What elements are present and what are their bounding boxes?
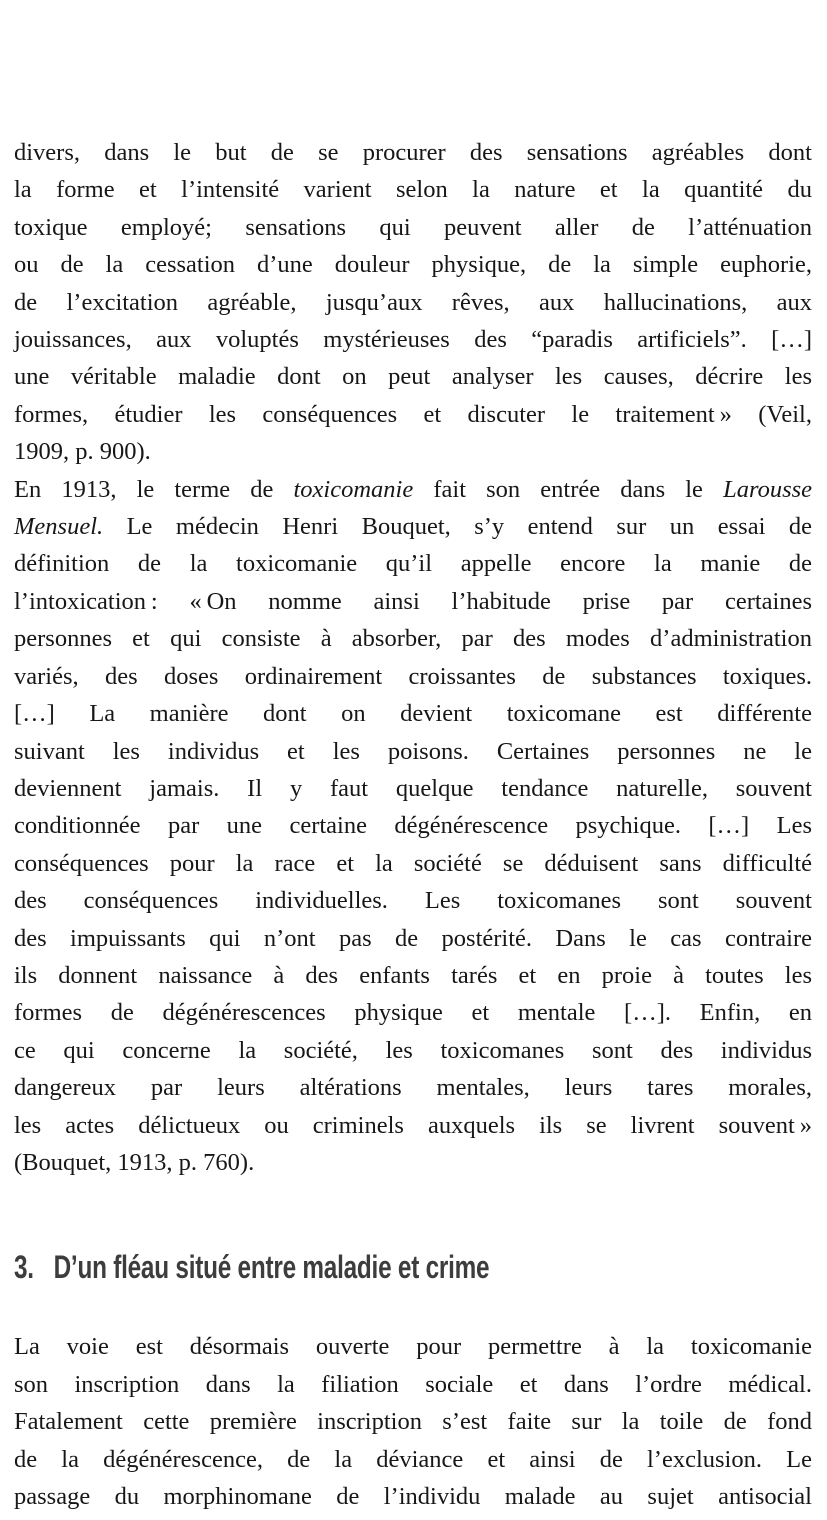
paragraph [14, 1328, 812, 1515]
text-line [14, 920, 812, 957]
text-line [14, 770, 812, 807]
text-segment: définition de la toxicomanie qu’il appelle encore la manie de [14, 550, 812, 578]
text-segment: 1909, p. 900). [14, 438, 151, 466]
text-segment: formes, étudier les conséquences et discuter le traitement » (Veil, [14, 400, 812, 428]
text-line [14, 845, 812, 882]
section-heading [14, 1247, 620, 1287]
text-line [14, 994, 812, 1031]
text-segment: fait son entrée dans le [413, 475, 724, 503]
text-line [14, 246, 812, 283]
text-line [14, 508, 812, 545]
text-line [14, 1403, 812, 1440]
text-line [14, 1366, 812, 1403]
text-segment: ils donnent naissance à des enfants tarés et en proie à toutes les [14, 961, 812, 989]
text-segment: passage du morphinomane de l’individu malade au sujet antisocial [14, 1483, 812, 1510]
text-segment: conséquences pour la race et la société se déduisent sans difficulté [14, 849, 812, 877]
text-line [14, 284, 812, 321]
text-line [14, 1069, 812, 1106]
paragraph [14, 471, 812, 1182]
text-segment: les actes délictueux ou criminels auxquels ils se livrent souvent » [14, 1111, 812, 1139]
text-segment: l’intoxication : « On nomme ainsi l’habitude prise par certaines [14, 587, 812, 615]
text-line [14, 396, 812, 433]
text-segment: variés, des doses ordinairement croissantes de substances toxiques. [14, 662, 812, 690]
text-line [14, 733, 812, 770]
italic-text-segment: Mensuel. [14, 513, 104, 541]
text-segment: formes de dégénérescences physique et mentale […]. Enfin, en [14, 999, 812, 1027]
text-line [14, 1441, 812, 1478]
text-segment: En 1913, le terme de [14, 475, 294, 503]
text-segment: des conséquences individuelles. Les toxicomanes sont souvent [14, 887, 812, 915]
text-line [14, 583, 812, 620]
text-line [14, 1478, 812, 1515]
heading-number: 3. [14, 1249, 34, 1286]
text-segment: une véritable maladie dont on peut analyser les causes, décrire les [14, 363, 812, 391]
text-segment: conditionnée par une certaine dégénérescence psychique. […] Les [14, 812, 812, 840]
text-segment: Fatalement cette première inscription s’est faite sur la toile de fond [14, 1408, 812, 1436]
text-line [14, 620, 812, 657]
text-line [14, 695, 812, 732]
text-segment: […] La manière dont on devient toxicomane est différente [14, 700, 812, 728]
text-segment: son inscription dans la filiation sociale et dans l’ordre médical. [14, 1370, 812, 1398]
text-segment: (Bouquet, 1913, p. 760). [14, 1148, 255, 1176]
text-line [14, 209, 812, 246]
italic-text-segment: Larousse [723, 475, 813, 503]
text-line [14, 882, 812, 919]
text-segment: personnes et qui consiste à absorber, par des modes d’administration [14, 625, 812, 653]
text-line [14, 471, 812, 508]
text-line [14, 1144, 812, 1181]
text-segment: divers, dans le but de se procurer des sensations agréables dont [14, 139, 812, 166]
text-line [14, 321, 812, 358]
text-line [14, 134, 812, 171]
text-segment: de l’excitation agréable, jusqu’aux rêves, aux hallucinations, aux [14, 288, 812, 316]
text-segment: dangereux par leurs altérations mentales, leurs tares morales, [14, 1074, 812, 1102]
text-line [14, 658, 812, 695]
italic-text-segment: toxicomanie [293, 475, 414, 503]
heading-text: D’un fléau situé entre maladie et crime [53, 1249, 490, 1286]
text-line [14, 807, 812, 844]
text-segment: des impuissants qui n’ont pas de postérité. Dans le cas contraire [14, 924, 812, 952]
text-line [14, 545, 812, 582]
text-line [14, 957, 812, 994]
text-line [14, 1107, 812, 1144]
text-segment: la forme et l’intensité varient selon la nature et la quantité du [14, 176, 812, 204]
text-line [14, 1328, 812, 1365]
text-segment: ce qui concerne la société, les toxicomanes sont des individus [14, 1036, 812, 1064]
paragraph [14, 134, 812, 471]
text-line [14, 171, 812, 208]
text-line [14, 433, 812, 470]
text-segment: ou de la cessation d’une douleur physique, de la simple euphorie, [14, 251, 812, 279]
text-segment: deviennent jamais. Il y faut quelque tendance naturelle, souvent [14, 774, 812, 802]
text-line [14, 1032, 812, 1069]
text-line [14, 358, 812, 395]
text-segment: suivant les individus et les poisons. Certaines personnes ne le [14, 737, 812, 765]
text-segment: La voie est désormais ouverte pour permettre à la toxicomanie [14, 1333, 812, 1361]
text-segment: de la dégénérescence, de la déviance et ainsi de l’exclusion. Le [14, 1445, 812, 1473]
text-segment: Le médecin Henri Bouquet, s’y entend sur un essai de [103, 513, 812, 541]
text-segment: jouissances, aux voluptés mystérieuses des “paradis artificiels”. […] [14, 326, 812, 354]
text-segment: toxique employé; sensations qui peuvent aller de l’atténuation [14, 213, 812, 241]
